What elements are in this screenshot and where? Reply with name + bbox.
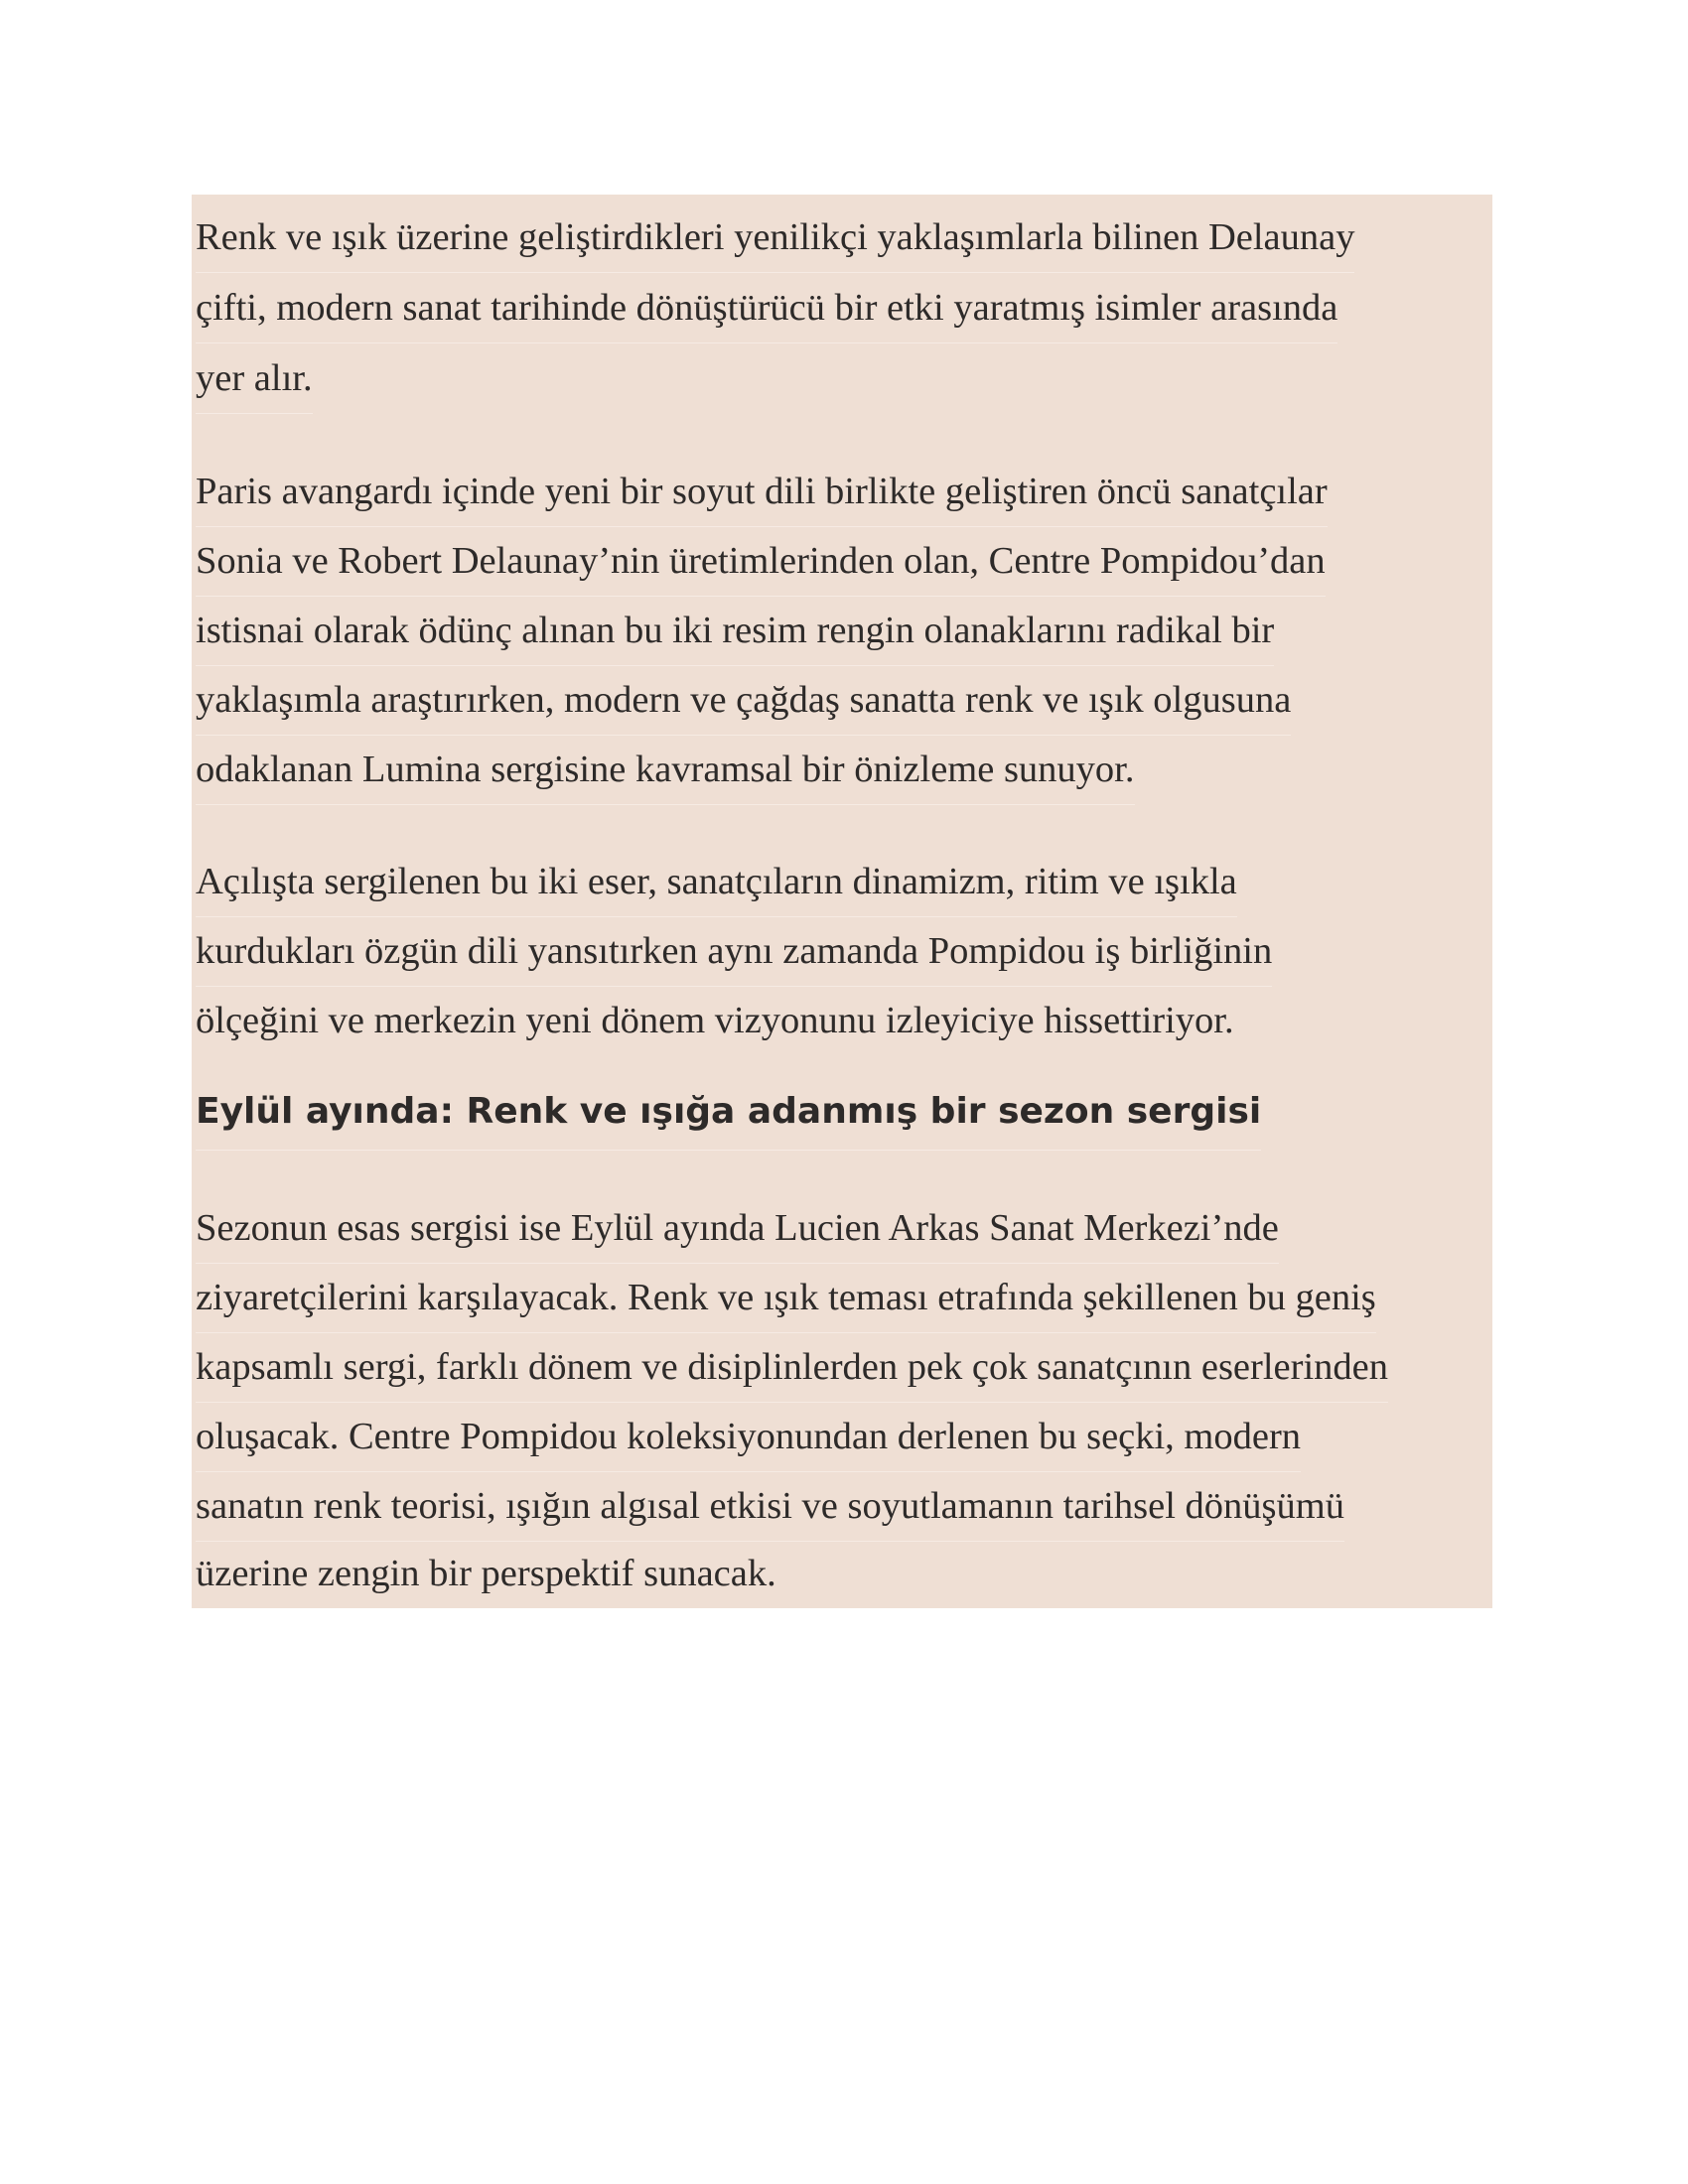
- text-line: sanatın renk teorisi, ışığın algısal etkisi ve soyutlamanın tarihsel dönüşümü: [196, 1471, 1344, 1542]
- text-line: Paris avangardı içinde yeni bir soyut dili birlikte geliştiren öncü sanatçılar: [196, 457, 1328, 527]
- text-line: kapsamlı sergi, farklı dönem ve disiplinlerden pek çok sanatçının eserlerinden: [196, 1332, 1388, 1403]
- text-line: çifti, modern sanat tarihinde dönüştürücü bir etki yaratmış isimler arasında: [196, 273, 1337, 343]
- text-line: Renk ve ışık üzerine geliştirdikleri yenilikçi yaklaşımlarla bilinen Delaunay: [196, 203, 1354, 273]
- text-line: üzerine zengin bir perspektif sunacak.: [196, 1553, 776, 1594]
- text-line: Sonia ve Robert Delaunay’nin üretimlerinden olan, Centre Pompidou’dan: [196, 526, 1326, 597]
- text-line: Açılışta sergilenen bu iki eser, sanatçıların dinamizm, ritim ve ışıkla: [196, 847, 1237, 917]
- text-line: ölçeğini ve merkezin yeni dönem vizyonunu izleyiciye hissettiriyor.: [196, 1000, 1234, 1041]
- text-line: Sezonun esas sergisi ise Eylül ayında Lucien Arkas Sanat Merkezi’nde: [196, 1193, 1279, 1264]
- text-line: ziyaretçilerini karşılayacak. Renk ve ışık teması etrafında şekillenen bu geniş: [196, 1263, 1376, 1333]
- text-line: yaklaşımla araştırırken, modern ve çağdaş sanatta renk ve ışık olgusuna: [196, 665, 1291, 736]
- text-line: oluşacak. Centre Pompidou koleksiyonundan derlenen bu seçki, modern: [196, 1402, 1301, 1472]
- text-line: kurdukları özgün dili yansıtırken aynı zamanda Pompidou iş birliğinin: [196, 916, 1272, 987]
- text-line: istisnai olarak ödünç alınan bu iki resim rengin olanaklarını radikal bir: [196, 596, 1274, 666]
- section-heading: Eylül ayında: Renk ve ışığa adanmış bir sezon sergisi: [196, 1074, 1261, 1151]
- highlighted-text-block: [192, 195, 1492, 1608]
- text-line: odaklanan Lumina sergisine kavramsal bir önizleme sunuyor.: [196, 735, 1135, 805]
- text-line: yer alır.: [196, 343, 313, 414]
